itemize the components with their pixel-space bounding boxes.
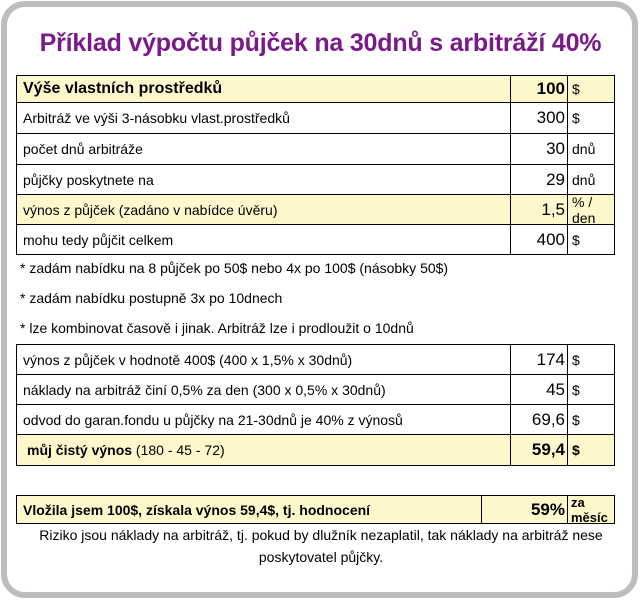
table-row bbox=[16, 375, 615, 405]
result-label: Vložila jsem 100$, získala výnos 59,4$, tj. hodnocení bbox=[16, 495, 482, 524]
row-value: 1,5 bbox=[511, 195, 568, 225]
table-row bbox=[16, 75, 615, 103]
table-row bbox=[16, 225, 615, 255]
row-label: výnos z půjček v hodnotě 400$ (400 x 1,5% x 30dnů) bbox=[16, 344, 511, 375]
row-unit: dnů bbox=[568, 165, 615, 195]
row-unit: $ bbox=[568, 344, 615, 375]
table-row bbox=[16, 195, 615, 225]
risk-footnote: Riziko jsou náklady na arbitráž, tj. pokud by dlužník nezaplatil, tak náklady na arbitráž nese poskytovatel půjčky. bbox=[39, 527, 603, 565]
result-value: 59% bbox=[482, 495, 568, 524]
net-yield-unit: $ bbox=[568, 435, 615, 466]
note-line: * lze kombinovat časově i jinak. Arbitráž lze i prodloužit o 10dnů bbox=[20, 320, 414, 336]
table-row bbox=[16, 134, 615, 165]
row-value: 29 bbox=[511, 165, 568, 195]
row-value: 69,6 bbox=[511, 405, 568, 435]
row-value: 300 bbox=[511, 103, 568, 134]
row-label: odvod do garan.fondu u půjčky na 21-30dnů je 40% z výnosů bbox=[16, 405, 511, 435]
row-label: Arbitráž ve výši 3-násobku vlast.prostředků bbox=[16, 103, 511, 134]
row-label: výnos z půjček (zadáno v nabídce úvěru) bbox=[16, 195, 511, 225]
net-yield-value: 59,4 bbox=[511, 435, 568, 466]
result-unit: za měsíc bbox=[568, 495, 615, 524]
row-label: Výše vlastních prostředků bbox=[16, 75, 511, 103]
result-row bbox=[16, 495, 615, 524]
table-row bbox=[16, 405, 615, 435]
row-label: půjčky poskytnete na bbox=[16, 165, 511, 195]
net-yield-label-bold: můj čistý výnos bbox=[27, 442, 133, 458]
note-line: * zadám nabídku postupně 3x po 10dnech bbox=[20, 290, 283, 306]
row-label: mohu tedy půjčit celkem bbox=[16, 225, 511, 255]
row-value: 100 bbox=[511, 75, 568, 103]
row-value: 174 bbox=[511, 344, 568, 375]
net-yield-label bbox=[16, 435, 511, 466]
table-row bbox=[16, 103, 615, 134]
row-label: náklady na arbitráž činí 0,5% za den (300 x 0,5% x 30dnů) bbox=[16, 375, 511, 405]
row-unit: dnů bbox=[568, 134, 615, 165]
row-unit: $ bbox=[568, 225, 615, 255]
net-yield-row bbox=[16, 435, 615, 466]
row-label: počet dnů arbitráže bbox=[16, 134, 511, 165]
row-value: 400 bbox=[511, 225, 568, 255]
note-line: * zadám nabídku na 8 půjček po 50$ nebo 4x po 100$ (násobky 50$) bbox=[20, 260, 449, 276]
net-yield-formula: (180 - 45 - 72) bbox=[132, 442, 225, 458]
table-row bbox=[16, 165, 615, 195]
row-value: 45 bbox=[511, 375, 568, 405]
table-row bbox=[16, 344, 615, 375]
row-unit: $ bbox=[568, 405, 615, 435]
row-value: 30 bbox=[511, 134, 568, 165]
page-title: Příklad výpočtu půjček na 30dnů s arbitráží 40% bbox=[39, 29, 602, 57]
row-unit: $ bbox=[568, 103, 615, 134]
row-unit: $ bbox=[568, 375, 615, 405]
row-unit: % / den bbox=[568, 195, 615, 225]
row-unit: $ bbox=[568, 75, 615, 103]
